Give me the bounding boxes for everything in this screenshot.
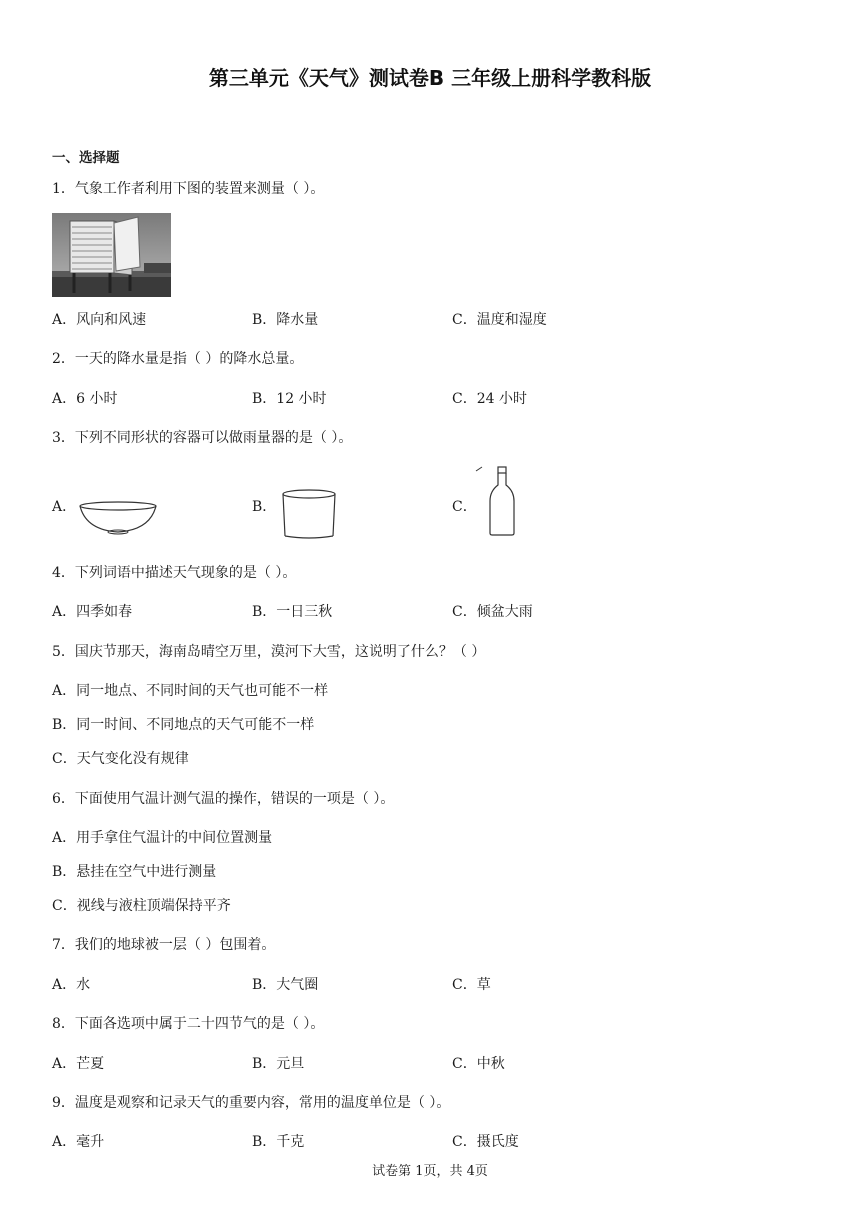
- question-3-stem: 3．下列不同形状的容器可以做雨量器的是（ ）。: [52, 430, 353, 446]
- question-9-stem: 9．温度是观察和记录天气的重要内容，常用的温度单位是（ ）。: [52, 1095, 451, 1111]
- question-9-option-a: A．毫升: [52, 1134, 105, 1150]
- question-1-option-b: B．降水量: [252, 312, 319, 328]
- question-2-stem: 2．一天的降水量是指（ ）的降水总量。: [52, 351, 304, 367]
- section-heading: 一、选择题: [52, 150, 120, 166]
- question-3-option-b: B．: [252, 499, 277, 515]
- question-4-option-b: B．一日三秋: [252, 604, 333, 620]
- weather-station-shelter-photo: [52, 213, 171, 297]
- question-5-option-a: A．同一地点、不同时间的天气也可能不一样: [52, 683, 329, 699]
- question-8-option-b: B．元旦: [252, 1056, 305, 1072]
- question-6-option-b: B．悬挂在空气中进行测量: [52, 864, 217, 880]
- question-1-option-a: A．风向和风速: [52, 312, 147, 328]
- question-7-stem: 7．我们的地球被一层（ ）包围着。: [52, 937, 276, 953]
- question-5-option-b: B．同一时间、不同地点的天气可能不一样: [52, 717, 315, 733]
- question-8-option-a: A．芒夏: [52, 1056, 105, 1072]
- question-2-option-b: B．12 小时: [252, 391, 327, 407]
- question-7-option-c: C．草: [452, 977, 491, 993]
- question-7-option-a: A．水: [52, 977, 91, 993]
- question-6-option-a: A．用手拿住气温计的中间位置测量: [52, 830, 273, 846]
- bottle-container-icon: [474, 465, 524, 539]
- question-8-stem: 8．下面各选项中属于二十四节气的是（ ）。: [52, 1016, 325, 1032]
- bowl-container-icon: [78, 500, 158, 536]
- question-2-option-c: C．24 小时: [452, 391, 527, 407]
- question-1-stem: 1．气象工作者利用下图的装置来测量（ ）。: [52, 181, 325, 197]
- question-7-option-b: B．大气圈: [252, 977, 319, 993]
- question-9-option-c: C．摄氏度: [452, 1134, 519, 1150]
- question-4-stem: 4．下列词语中描述天气现象的是（ ）。: [52, 565, 297, 581]
- question-6-stem: 6．下面使用气温计测气温的操作，错误的一项是（ ）。: [52, 791, 395, 807]
- question-6-option-c: C．视线与液柱顶端保持平齐: [52, 898, 231, 914]
- cylinder-container-icon: [281, 488, 337, 542]
- question-3-option-c: C．: [452, 499, 477, 515]
- question-4-option-a: A．四季如春: [52, 604, 133, 620]
- question-5-stem: 5．国庆节那天，海南岛晴空万里，漠河下大雪，这说明了什么？（ ）: [52, 644, 486, 660]
- question-5-option-c: C．天气变化没有规律: [52, 751, 189, 767]
- question-9-option-b: B．千克: [252, 1134, 305, 1150]
- question-4-option-c: C．倾盆大雨: [452, 604, 533, 620]
- question-8-option-c: C．中秋: [452, 1056, 505, 1072]
- question-3-option-a: A．: [52, 499, 77, 515]
- question-2-option-a: A．6 小时: [52, 391, 118, 407]
- question-1-option-c: C．温度和湿度: [452, 312, 547, 328]
- page-title: 第三单元《天气》测试卷B 三年级上册科学教科版: [208, 66, 652, 90]
- page-footer: 试卷第 1页，共 4页: [372, 1164, 488, 1179]
